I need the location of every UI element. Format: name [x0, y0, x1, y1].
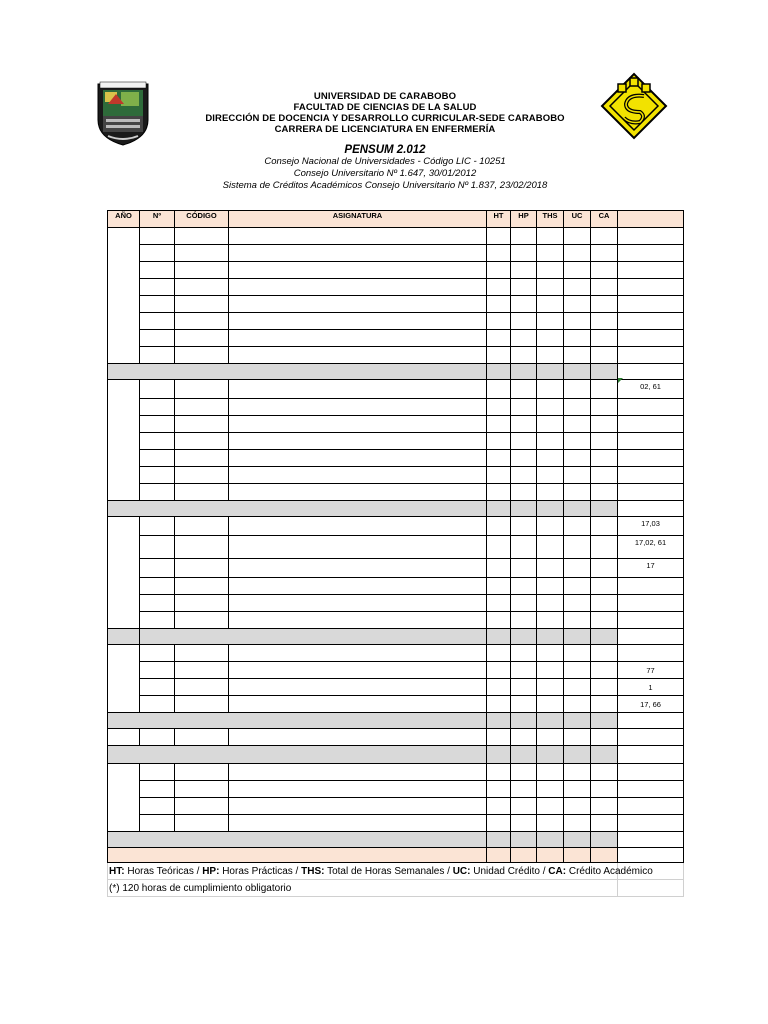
- ca-value: 17: [618, 559, 684, 578]
- subtotal-row: [108, 364, 684, 380]
- table-row: [108, 517, 684, 536]
- table-row: [108, 696, 684, 713]
- table-row: [108, 595, 684, 612]
- legend-text: HT: Horas Teóricas / HP: Horas Prácticas / THS: Total de Horas Semanales / UC: Unidad Crédito / CA: Crédito Académico: [108, 863, 618, 880]
- table-row: [108, 645, 684, 662]
- year-cell: [108, 380, 140, 501]
- col-ano: AÑO: [108, 211, 140, 228]
- header-direction: DIRECCIÓN DE DOCENCIA Y DESARROLLO CURRICULAR-SEDE CARABOBO: [205, 113, 565, 124]
- table-row: [108, 416, 684, 433]
- table-row: [108, 279, 684, 296]
- table-row: [108, 467, 684, 484]
- table-row: [108, 262, 684, 279]
- col-codigo: CÓDIGO: [175, 211, 229, 228]
- ca-value: 17, 66: [618, 696, 684, 713]
- pensum-sub-1: Consejo Nacional de Universidades - Código LIC - 10251: [264, 156, 506, 167]
- table-header-row: [108, 211, 684, 228]
- pensum-title: PENSUM 2.012: [344, 144, 426, 156]
- table-row: [108, 578, 684, 595]
- col-ths: THS: [537, 211, 564, 228]
- table-row: [108, 729, 684, 746]
- university-seal-icon: [96, 80, 150, 146]
- subtotal-row: [108, 501, 684, 517]
- note-row: [108, 880, 684, 897]
- subtotal-row: [108, 713, 684, 729]
- table-row: [108, 450, 684, 467]
- col-num: Nº: [140, 211, 175, 228]
- table-row: [108, 296, 684, 313]
- table-row: [108, 313, 684, 330]
- col-ca: CA: [591, 211, 618, 228]
- institution-header: [160, 91, 610, 135]
- faculty-emblem-icon: [600, 72, 668, 140]
- legend-row: [108, 863, 684, 880]
- col-uc: UC: [564, 211, 591, 228]
- ca-value: 17,03: [618, 517, 684, 536]
- table-row: [108, 815, 684, 832]
- year-cell: [108, 517, 140, 629]
- header-career: CARRERA DE LICENCIATURA EN ENFERMERÍA: [274, 124, 496, 135]
- col-extra: [618, 211, 684, 228]
- pensum-table: [107, 210, 684, 897]
- note-text: (*) 120 horas de cumplimiento obligatorio: [108, 880, 618, 897]
- col-ht: HT: [487, 211, 511, 228]
- pensum-sub-2: Consejo Universitario Nº 1.647, 30/01/2012: [293, 168, 477, 179]
- subtotal-row: [108, 832, 684, 848]
- table-row: [108, 399, 684, 416]
- table-row: [108, 764, 684, 781]
- table-row: [108, 536, 684, 559]
- table-row: [108, 330, 684, 347]
- subtotal-row: [108, 629, 684, 645]
- table-row: [108, 559, 684, 578]
- col-hp: HP: [511, 211, 537, 228]
- table-row: [108, 433, 684, 450]
- ca-value: 1: [618, 679, 684, 696]
- table-row: [108, 781, 684, 798]
- table-row: [108, 380, 684, 399]
- header-faculty: FACULTAD DE CIENCIAS DE LA SALUD: [293, 102, 477, 113]
- table-row: [108, 228, 684, 245]
- table-row: [108, 662, 684, 679]
- table-row: [108, 798, 684, 815]
- pensum-sub-3: Sistema de Créditos Académicos Consejo Universitario Nº 1.837, 23/02/2018: [222, 180, 548, 191]
- ca-value: 17,02, 61: [618, 536, 684, 559]
- comment-marker-icon: [618, 378, 623, 383]
- table-row: [108, 245, 684, 262]
- table-row: [108, 484, 684, 501]
- subtotal-row: [108, 746, 684, 764]
- year-cell: [108, 228, 140, 364]
- total-row: [108, 848, 684, 863]
- table-row: [108, 612, 684, 629]
- ca-value: 02, 61: [618, 380, 684, 399]
- table-row: [108, 347, 684, 364]
- ca-value: 77: [618, 662, 684, 679]
- table-row: [108, 679, 684, 696]
- year-cell: [108, 764, 140, 832]
- pensum-block: [160, 144, 610, 192]
- header-university: UNIVERSIDAD DE CARABOBO: [313, 91, 457, 102]
- col-asignatura: ASIGNATURA: [229, 211, 487, 228]
- year-cell: [108, 645, 140, 713]
